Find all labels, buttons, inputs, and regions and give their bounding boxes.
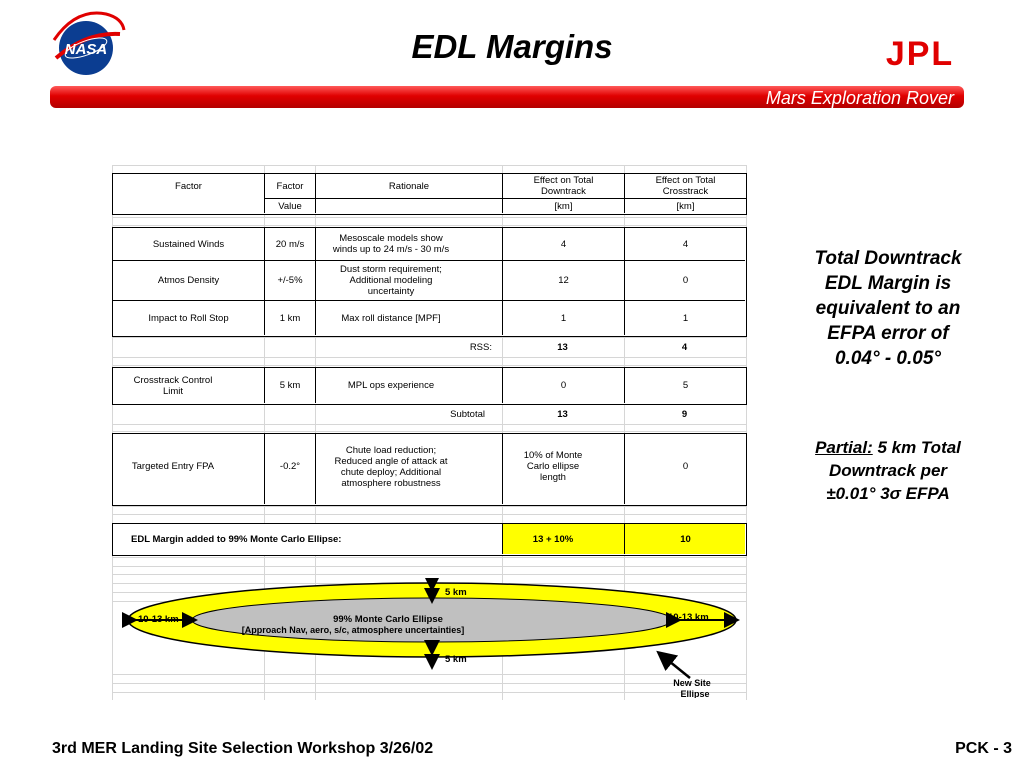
crosstrack-control-row: [112, 367, 747, 405]
table-row-downtrack: 12: [558, 275, 569, 286]
inner-ellipse-label-1: 99% Monte Carlo Ellipse: [333, 614, 443, 625]
landing-ellipse-diagram: [112, 578, 747, 698]
table-row-downtrack: 10% of Monte Carlo ellipse length: [523, 450, 583, 483]
table-row-crosstrack: 4: [682, 238, 689, 250]
header-downtrack-unit: [km]: [554, 200, 573, 212]
footer-workshop: 3rd MER Landing Site Selection Workshop 3/26/02: [52, 740, 434, 757]
table-header: [112, 173, 747, 215]
table-row-downtrack: 1: [560, 312, 567, 324]
table-row-rationale: Chute load reduction; Reduced angle of attack at chute deploy; Additional atmosphere robustness: [334, 444, 448, 489]
rss-downtrack: 13: [557, 342, 568, 353]
header-banner: [50, 86, 964, 108]
factor-rows: [112, 227, 747, 337]
table-row-factor: Targeted Entry FPA: [131, 461, 215, 472]
header-factor-value-1: Factor: [276, 180, 304, 192]
note-line: equivalent to an: [815, 298, 961, 319]
table-row-factor: Atmos Density: [157, 275, 220, 286]
partial-line-1: 5 km Total: [872, 438, 961, 457]
edl-margin-downtrack: 13 + 10%: [532, 533, 574, 545]
table-row-crosstrack: 1: [682, 312, 689, 324]
bottom-margin-label: 5 km: [445, 654, 467, 665]
table-row-downtrack: 4: [560, 238, 567, 250]
footer-page-number: PCK - 3: [955, 740, 1012, 757]
inner-ellipse-label-2: [Approach Nav, aero, s/c, atmosphere uncertainties]: [241, 625, 465, 635]
subtotal-downtrack: 13: [557, 409, 568, 420]
table-row-crosstrack: 0: [682, 275, 689, 286]
table-row-value: 5 km: [279, 380, 301, 391]
table-row-value: 20 m/s: [275, 238, 305, 250]
edl-margin-label: EDL Margin added to 99% Monte Carlo Ellipse:: [131, 533, 342, 545]
table-row-value: 1 km: [279, 312, 301, 324]
header-crosstrack-unit: [km]: [676, 200, 695, 212]
table-row-rationale: MPL ops experience: [347, 380, 435, 391]
edl-margin-crosstrack: 10: [680, 533, 691, 545]
header-factor: Factor: [175, 180, 202, 192]
edl-margin-row: [112, 523, 747, 556]
new-site-label-2: Ellipse: [680, 689, 710, 698]
table-row-value: -0.2°: [279, 461, 301, 472]
table-row-rationale: Mesoscale models show winds up to 24 m/s - 30 m/s: [332, 233, 450, 255]
svg-text:JPL: JPL: [885, 37, 955, 69]
table-row-crosstrack: 5: [682, 380, 689, 391]
partial-line-3: ±0.01° 3: [826, 484, 890, 503]
downtrack-margin-note: [786, 246, 990, 371]
note-line: Total Downtrack: [814, 248, 962, 269]
table-row-rationale: Dust storm requirement; Additional modeling uncertainty: [340, 264, 442, 297]
header-factor-value-2: Value: [278, 200, 302, 212]
partial-line-2: Downtrack per: [828, 461, 948, 480]
targeted-entry-row: [112, 433, 747, 506]
table-row-factor: Crosstrack Control Limit: [133, 374, 213, 397]
partial-label: Partial:: [815, 438, 873, 457]
table-row-factor: Sustained Winds: [152, 238, 225, 250]
header-downtrack: Effect on Total Downtrack: [533, 175, 594, 197]
jpl-logo: [872, 37, 968, 69]
top-margin-label: 5 km: [445, 587, 467, 598]
note-line: 0.04° - 0.05°: [834, 348, 942, 369]
table-row-factor: Impact to Roll Stop: [148, 312, 229, 324]
subtotal-crosstrack: 9: [681, 409, 688, 420]
rss-crosstrack: 4: [681, 342, 688, 353]
table-row-downtrack: 0: [560, 380, 567, 391]
svg-text:NASA: NASA: [64, 41, 108, 58]
right-margin-label: 10-13 km: [668, 612, 709, 623]
left-margin-label: 10-13 km: [138, 614, 179, 625]
rss-label: RSS:: [469, 342, 492, 353]
page-title: EDL Margins: [411, 28, 613, 65]
header-rationale: Rationale: [388, 180, 430, 192]
partial-line-3-end: EFPA: [900, 484, 950, 503]
sigma-symbol: σ: [889, 484, 901, 503]
new-site-label-1: New Site: [673, 678, 711, 688]
header-crosstrack: Effect on Total Crosstrack: [655, 175, 716, 197]
banner-text: Mars Exploration Rover: [765, 88, 954, 108]
note-line: EDL Margin is: [824, 273, 952, 294]
table-row-crosstrack: 0: [682, 461, 689, 472]
partial-note: [786, 436, 990, 505]
subtotal-label: Subtotal: [450, 409, 485, 420]
note-line: EFPA error of: [827, 323, 949, 344]
table-row-value: +/-5%: [277, 275, 303, 286]
table-row-rationale: Max roll distance [MPF]: [341, 312, 441, 324]
